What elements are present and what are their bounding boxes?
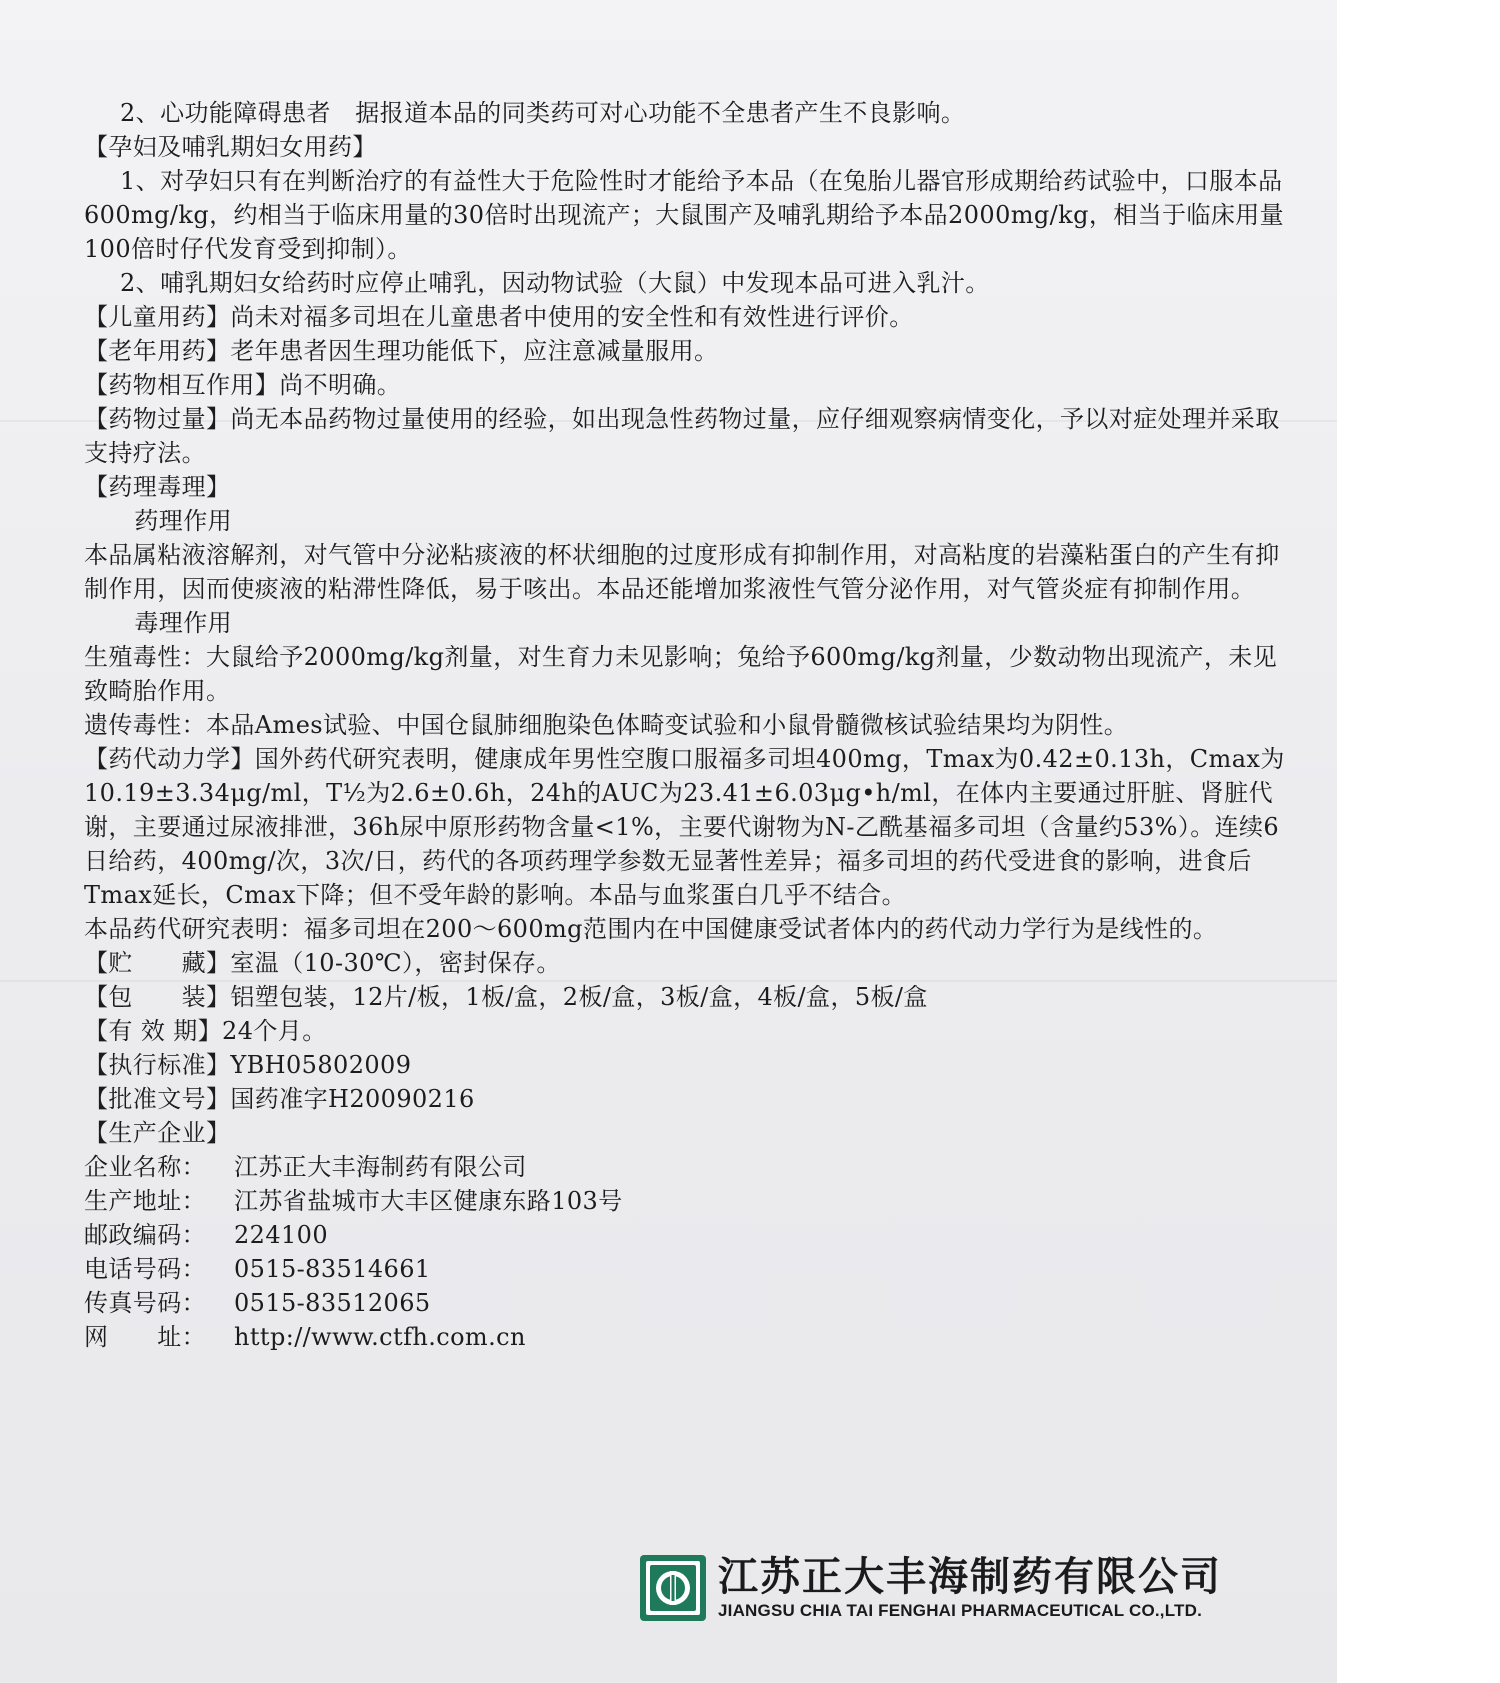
manufacturer-title: 【生产企业】 (84, 1119, 231, 1147)
pharmacokinetics-domestic: 本品药代研究表明：福多司坦在200～600mg范围内在中国健康受试者体内的药代动力学行为是线性的。 (84, 915, 1218, 943)
toxicology-subtitle: 毒理作用 (134, 609, 232, 637)
standard: 【执行标准】YBH05802009 (84, 1051, 412, 1079)
zip-value: 224100 (234, 1221, 329, 1249)
address-row (84, 1184, 1294, 1218)
company-name-value: 江苏正大丰海制药有限公司 (234, 1153, 527, 1181)
validity-period: 【有 效 期】24个月。 (84, 1017, 327, 1045)
cardiac-warning: 2、心功能障碍患者 据报道本品的同类药可对心功能不全患者产生不良影响。 (120, 99, 966, 127)
address-value: 江苏省盐城市大丰区健康东路103号 (234, 1187, 623, 1215)
packaging: 【包 装】铝塑包装，12片/板，1板/盒，2板/盒，3板/盒，4板/盒，5板/盒 (84, 983, 928, 1011)
phone-value: 0515-83514661 (234, 1255, 431, 1283)
children-use: 【儿童用药】尚未对福多司坦在儿童患者中使用的安全性和有效性进行评价。 (84, 303, 914, 331)
address-label: 生产地址： (84, 1187, 206, 1215)
logo-name-cn: 江苏正大丰海制药有限公司 (718, 1554, 1222, 1600)
fax-label: 传真号码： (84, 1289, 206, 1317)
pharmacology-subtitle: 药理作用 (134, 507, 232, 535)
fax-value: 0515-83512065 (234, 1289, 431, 1317)
manufacturer-info (84, 1150, 1294, 1354)
genetic-toxicity: 遗传毒性：本品Ames试验、中国仓鼠肺细胞染色体畸变试验和小鼠骨髓微核试验结果均为阴性。 (84, 711, 1129, 739)
pregnancy-section-title: 【孕妇及哺乳期妇女用药】 (84, 133, 377, 161)
company-logo-icon (638, 1553, 708, 1623)
elderly-use: 【老年用药】老年患者因生理功能低下，应注意减量服用。 (84, 337, 719, 365)
pharmacology-text: 本品属粘液溶解剂，对气管中分泌粘痰液的杯状细胞的过度形成有抑制作用，对高粘度的岩藻粘蛋白的产生有抑制作用，因而使痰液的粘滞性降低，易于咳出。本品还能增加浆液性气管分泌作用，对气管炎症有抑制作用。 (84, 541, 1280, 603)
pregnancy-item-1: 1、对孕妇只有在判断治疗的有益性大于危险性时才能给予本品（在兔胎儿器官形成期给药试验中，口服本品600mg/kg，约相当于临床用量的30倍时出现流产；大鼠围产及哺乳期给予本品2000mg/kg，相当于临床用量100倍时仔代发育受到抑制）。 (84, 167, 1285, 263)
fax-row (84, 1286, 1294, 1320)
pharmacology-title: 【药理毒理】 (84, 473, 231, 501)
storage: 【贮 藏】室温（10-30℃），密封保存。 (84, 949, 561, 977)
drug-interactions: 【药物相互作用】尚不明确。 (84, 371, 402, 399)
overdose: 【药物过量】尚无本品药物过量使用的经验，如出现急性药物过量，应仔细观察病情变化，予以对症处理并采取支持疗法。 (84, 405, 1280, 467)
website-value: http://www.ctfh.com.cn (234, 1323, 526, 1351)
company-logo (638, 1553, 1222, 1623)
phone-row (84, 1252, 1294, 1286)
company-name-row (84, 1150, 1294, 1184)
company-name-label: 企业名称： (84, 1153, 206, 1181)
logo-name-en: JIANGSU CHIA TAI FENGHAI PHARMACEUTICAL CO.,LTD. (718, 1601, 1203, 1620)
approval-number: 【批准文号】国药准字H20090216 (84, 1085, 475, 1113)
reproductive-toxicity: 生殖毒性：大鼠给予2000mg/kg剂量，对生育力未见影响；兔给予600mg/kg剂量，少数动物出现流产，未见致畸胎作用。 (84, 643, 1278, 705)
pharmacokinetics: 【药代动力学】国外药代研究表明，健康成年男性空腹口服福多司坦400mg，Tmax为0.42±0.13h，Cmax为10.19±3.34μg/ml，T½为2.6±0.6h，24h的AUC为23.41±6.03μg•h/ml，在体内主要通过肝脏、肾脏代谢，主要通过尿液排泄，36h尿中原形药物含量<1%，主要代谢物为N-乙酰基福多司坦（含量约53%）。连续6日给药，400mg/次，3次/日，药代的各项药理学参数无显著性差异；福多司坦的药代受进食的影响，进食后Tmax延长，Cmax下降；但不受年龄的影响。本品与血浆蛋白几乎不结合。 (84, 745, 1285, 909)
leaflet-text (84, 96, 1294, 1354)
website-row (84, 1320, 1294, 1354)
pregnancy-item-2: 2、哺乳期妇女给药时应停止哺乳，因动物试验（大鼠）中发现本品可进入乳汁。 (120, 269, 990, 297)
zip-label: 邮政编码： (84, 1221, 206, 1249)
website-label: 网 址： (84, 1323, 206, 1351)
phone-label: 电话号码： (84, 1255, 206, 1283)
zip-row (84, 1218, 1294, 1252)
